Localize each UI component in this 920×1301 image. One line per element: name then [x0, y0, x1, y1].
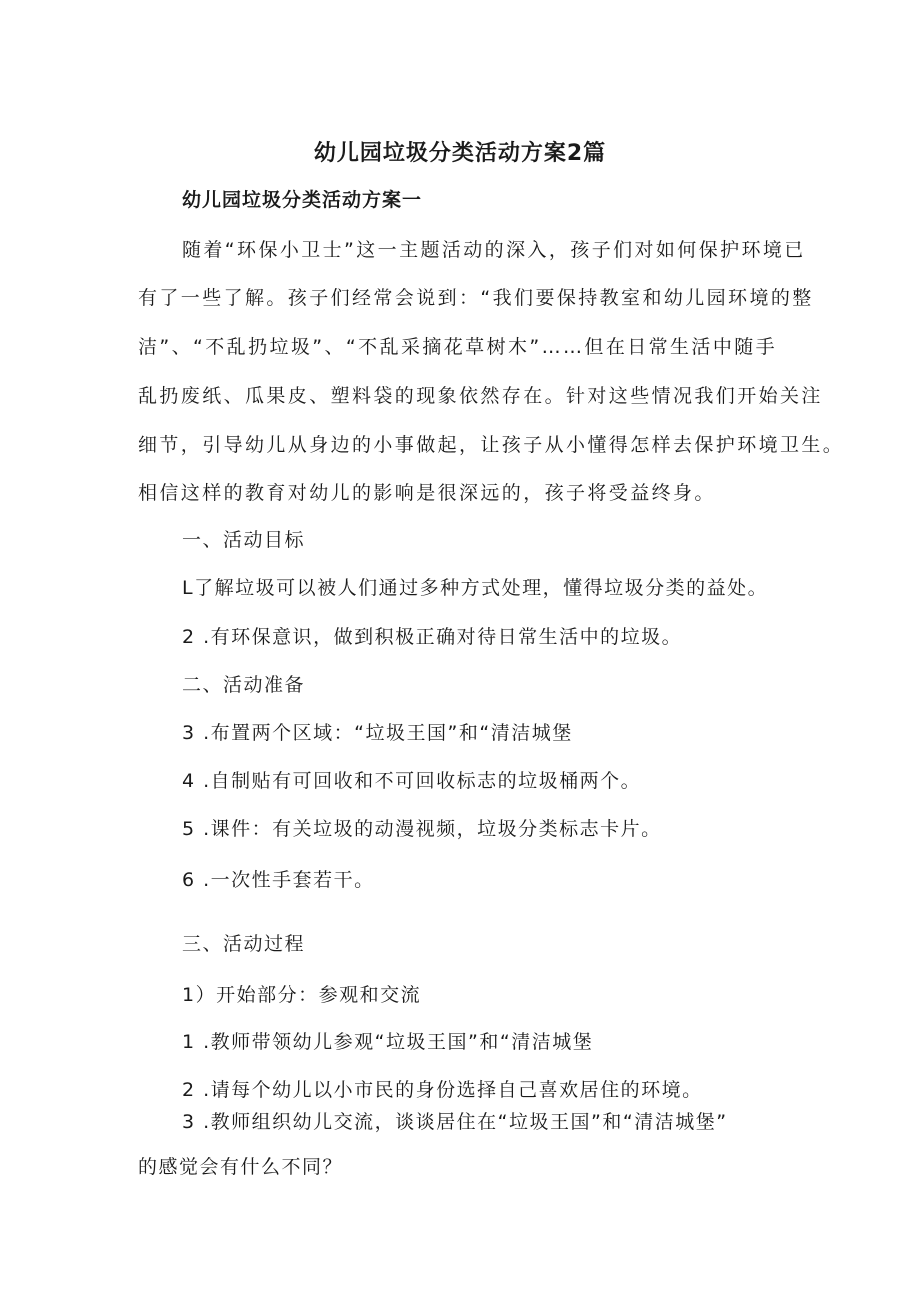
- section-heading-process: 三、活动过程: [182, 933, 306, 955]
- goal-item-1: L了解垃圾可以被人们通过多种方式处理，懂得垃圾分类的益处。: [182, 577, 769, 599]
- intro-line-5: 细节，引导幼儿从身边的小事做起，让孩子从小懂得怎样去保护环境卫生。: [138, 434, 845, 456]
- prep-item-6: 6 .一次性手套若干。: [182, 869, 375, 891]
- process-step-3-line-1: 3 .教师组织幼儿交流，谈谈居住在“垃圾王国”和“清洁城堡”: [182, 1111, 728, 1133]
- intro-line-3: 洁”、“不乱扔垃圾”、“不乱采摘花草树木”……但在日常生活中随手: [138, 336, 778, 358]
- document-title: 幼儿园垃圾分类活动方案2篇: [313, 141, 607, 166]
- prep-item-4: 4 .自制贴有可回收和不可回收标志的垃圾桶两个。: [182, 770, 642, 792]
- section-subtitle: 幼儿园垃圾分类活动方案一: [182, 189, 423, 211]
- intro-line-4: 乱扔废纸、瓜果皮、塑料袋的现象依然存在。针对这些情况我们开始关注: [138, 385, 823, 407]
- intro-line-1: 随着“环保小卫士”这一主题活动的深入，孩子们对如何保护环境已: [182, 239, 806, 261]
- intro-line-6: 相信这样的教育对幼儿的影响是很深远的，孩子将受益终身。: [138, 482, 716, 504]
- part-heading-opening: 1）开始部分：参观和交流: [182, 984, 422, 1006]
- section-heading-goals: 一、活动目标: [182, 529, 306, 551]
- process-step-3-line-2: 的感觉会有什么不同？: [138, 1156, 344, 1178]
- section-heading-preparation: 二、活动准备: [182, 674, 306, 696]
- process-step-1: 1 .教师带领幼儿参观“垃圾王国”和“清洁城堡: [182, 1031, 594, 1053]
- prep-item-3: 3 .布置两个区域：“垃圾王国”和“清洁城堡: [182, 722, 573, 744]
- prep-item-5: 5 .课件：有关垃圾的动漫视频，垃圾分类标志卡片。: [182, 818, 662, 840]
- goal-item-2: 2 .有环保意识，做到积极正确对待日常生活中的垃圾。: [182, 626, 683, 648]
- intro-line-2: 有了一些了解。孩子们经常会说到：“我们要保持教室和幼儿园环境的整: [138, 287, 814, 309]
- process-step-2: 2 .请每个幼儿以小市民的身份选择自己喜欢居住的环境。: [182, 1079, 703, 1101]
